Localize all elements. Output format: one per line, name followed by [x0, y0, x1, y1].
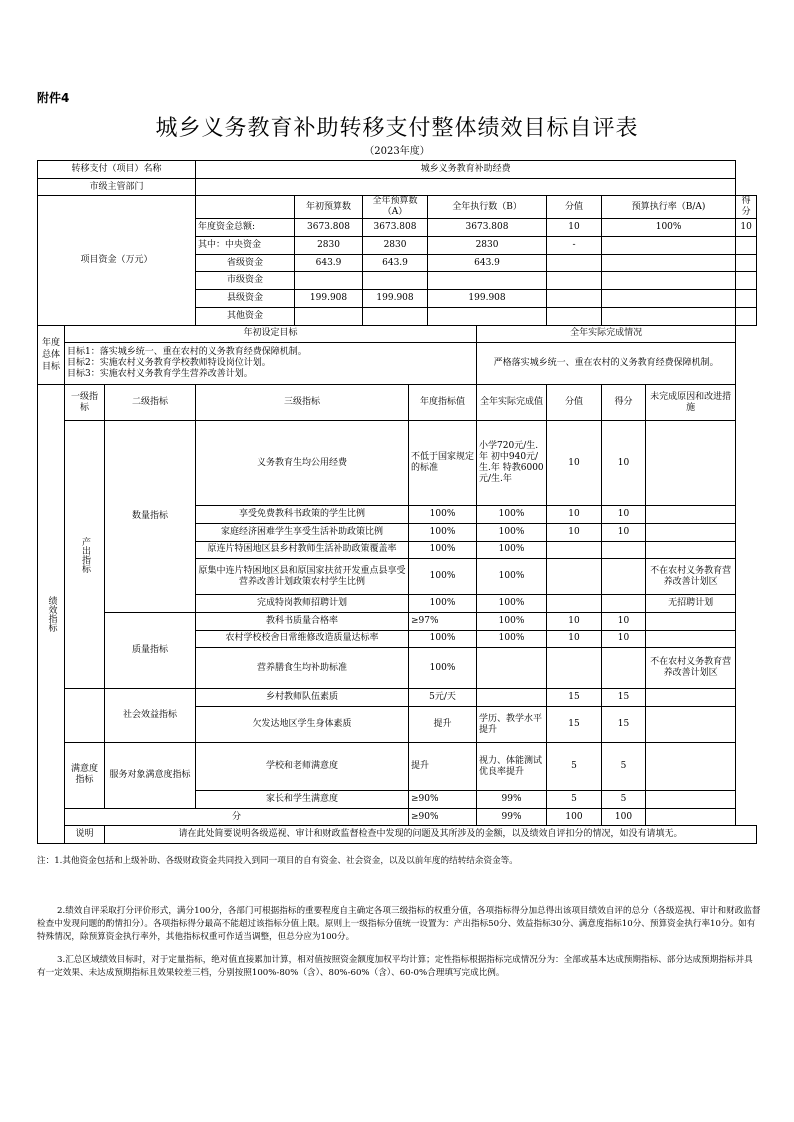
indicator-score: 10: [602, 612, 646, 630]
indicator-name: 学校和老师满意度: [196, 743, 409, 791]
fund-score-value: [547, 290, 602, 308]
funds-label: 项目资金（万元）: [38, 196, 196, 325]
fund-name: 省级资金: [196, 254, 295, 272]
indicator-name: 营养膳食生均补助标准: [196, 648, 409, 689]
indicator-row: [38, 689, 757, 707]
fund-initial: [295, 307, 363, 325]
header-target: 年度指标值: [409, 385, 477, 421]
planned-goal-item: 目标3：实施农村义务教育学生营养改善计划。: [67, 369, 253, 380]
indicator-value: 10: [547, 421, 602, 506]
header-level3: 三级指标: [196, 385, 409, 421]
total-score: 100: [602, 808, 646, 826]
year-subtitle: （2023年度）: [364, 146, 430, 157]
total-value: 100: [547, 808, 602, 826]
indicator-actual: 100%: [477, 523, 547, 541]
fund-initial: [295, 272, 363, 290]
fund-annual: 643.9: [363, 254, 428, 272]
fund-name: 县级资金: [196, 290, 295, 308]
fund-rate: [602, 272, 736, 290]
header-value: 分值: [547, 385, 602, 421]
fund-executed: 643.9: [428, 254, 547, 272]
indicator-name: 教科书质量合格率: [196, 612, 409, 630]
indicator-reason: [646, 506, 736, 524]
indicator-reason: [646, 523, 736, 541]
page-title: 城乡义务教育补助转移支付整体绩效目标自评表: [155, 116, 639, 141]
col-exec-rate: 预算执行率（B/A): [602, 196, 736, 219]
indicator-score: 15: [602, 707, 646, 743]
fund-rate: [602, 254, 736, 272]
indicator-name: 农村学校校舍日常维修改造质量达标率: [196, 630, 409, 648]
indicator-actual: 100%: [477, 506, 547, 524]
level2-quantity: 数量指标: [105, 421, 196, 613]
indicator-reason: 不在农村义务教育营养改善计划区: [646, 559, 736, 595]
indicator-name: 家庭经济困难学生享受生活补助政策比例: [196, 523, 409, 541]
header-level1: 一级指标: [65, 385, 105, 421]
level1-output: 产出指标: [65, 421, 105, 689]
dept-label: 市级主管部门: [38, 178, 196, 196]
fund-score-value: 10: [547, 219, 602, 237]
indicator-name: 乡村教师队伍素质: [196, 689, 409, 707]
fund-name: 市级资金: [196, 272, 295, 290]
indicator-actual: 学历、教学水平提升: [477, 707, 547, 743]
col-score-value: 分值: [547, 196, 602, 219]
col-initial-budget: 年初预算数: [295, 196, 363, 219]
header-actual: 全年实际完成值: [477, 385, 547, 421]
indicator-name: 家长和学生满意度: [196, 791, 409, 809]
fund-executed: [428, 307, 547, 325]
indicator-score: [602, 559, 646, 595]
indicator-reason: [646, 612, 736, 630]
fund-executed: 2830: [428, 237, 547, 255]
indicator-reason: [646, 541, 736, 559]
fund-score: [736, 237, 757, 255]
indicator-reason: [646, 743, 736, 791]
funds-blank-header: [196, 196, 295, 219]
level2-quality: 质量指标: [105, 612, 196, 688]
indicator-actual: 100%: [477, 630, 547, 648]
level2-social: 社会效益指标: [105, 689, 196, 743]
indicator-name: 欠发达地区学生身体素质: [196, 707, 409, 743]
actual-goals: 严格落实城乡统一、重在农村的义务教育经费保障机制。: [477, 343, 736, 385]
total-reason: [646, 808, 736, 826]
indicator-value: 15: [547, 689, 602, 707]
indicator-target: 提升: [409, 707, 477, 743]
actual-goals-header: 全年实际完成情况: [477, 325, 736, 343]
fund-score: [736, 254, 757, 272]
fund-score-value: [547, 254, 602, 272]
fund-rate: 100%: [602, 219, 736, 237]
indicator-score: 15: [602, 689, 646, 707]
indicator-reason: [646, 421, 736, 506]
total-label: 分: [65, 808, 409, 826]
indicator-actual: [477, 689, 547, 707]
note-3: 3.汇总区域绩效目标时，对于定量指标，绝对值直接累加计算，相对值按照资金额度加权平均计算；定性指标根据指标完成情况分为：全部或基本达成预期指标、部分达成预期指标并具有一定效果、未达成预期指标且效果较差三档，分别按照100%-80%（含）、80%-60%（含）、60-0%合理填写完成比例。: [37, 955, 753, 978]
attachment-label: 附件4: [37, 91, 70, 105]
indicator-row: [38, 612, 757, 630]
indicator-actual: 99%: [477, 791, 547, 809]
indicator-reason: [646, 791, 736, 809]
indicator-actual: 100%: [477, 541, 547, 559]
indicators-label: 绩效指标: [38, 385, 65, 844]
col-annual-budget: 全年预算数（A）: [363, 196, 428, 219]
indicator-target: ≥90%: [409, 791, 477, 809]
indicator-score: 10: [602, 523, 646, 541]
indicator-actual: [477, 648, 547, 689]
indicator-actual: 100%: [477, 559, 547, 595]
indicator-actual: 100%: [477, 612, 547, 630]
indicator-actual: 小学720元/生.年 初中940元/生.年 特教6000元/生.年: [477, 421, 547, 506]
indicator-value: 5: [547, 743, 602, 791]
indicator-value: 15: [547, 707, 602, 743]
indicator-name: 原集中连片特困地区县和原国家扶贫开发重点县享受营养改善计划政策农村学生比例: [196, 559, 409, 595]
indicator-score: 5: [602, 743, 646, 791]
fund-score: 10: [736, 219, 757, 237]
fund-name: 其他资金: [196, 307, 295, 325]
fund-annual: 199.908: [363, 290, 428, 308]
fund-score: [736, 272, 757, 290]
indicator-value: [547, 595, 602, 613]
header-score: 得分: [602, 385, 646, 421]
indicator-score: [602, 648, 646, 689]
fund-executed: 199.908: [428, 290, 547, 308]
indicator-target: 5元/天: [409, 689, 477, 707]
level1-effect: [65, 689, 105, 743]
indicator-reason: [646, 707, 736, 743]
col-annual-executed: 全年执行数（B）: [428, 196, 547, 219]
indicator-reason: [646, 630, 736, 648]
indicator-target: 提升: [409, 743, 477, 791]
indicator-score: 10: [602, 506, 646, 524]
col-score: 得分: [736, 196, 757, 219]
indicator-value: [547, 541, 602, 559]
fund-score: [736, 307, 757, 325]
indicator-actual: 视力、体能测试优良率提升: [477, 743, 547, 791]
indicator-score: 10: [602, 421, 646, 506]
indicator-target: 100%: [409, 523, 477, 541]
dept-value: [196, 178, 736, 196]
planned-goal-item: 目标1：落实城乡统一、重在农村的义务教育经费保障机制。: [67, 347, 307, 358]
indicator-reason: 无招聘计划: [646, 595, 736, 613]
fund-rate: [602, 290, 736, 308]
planned-goal-item: 目标2：实施农村义务教育学校教师特设岗位计划。: [67, 358, 271, 369]
indicator-score: [602, 595, 646, 613]
indicator-row: [38, 421, 757, 506]
fund-annual: [363, 272, 428, 290]
header-level2: 二级指标: [105, 385, 196, 421]
indicator-row: [38, 743, 757, 791]
fund-score-value: [547, 307, 602, 325]
fund-rate: [602, 307, 736, 325]
indicator-target: 100%: [409, 506, 477, 524]
fund-initial: 2830: [295, 237, 363, 255]
project-name: 城乡义务教育补助经费: [196, 161, 736, 179]
fund-annual: [363, 307, 428, 325]
indicator-reason: [646, 689, 736, 707]
indicator-target: 100%: [409, 630, 477, 648]
total-actual: 99%: [477, 808, 547, 826]
indicator-score: 5: [602, 791, 646, 809]
fund-annual: 3673.808: [363, 219, 428, 237]
indicator-target: 不低于国家规定的标准: [409, 421, 477, 506]
fund-initial: 199.908: [295, 290, 363, 308]
indicator-name: 原连片特困地区县乡村教师生活补助政策覆盖率: [196, 541, 409, 559]
indicator-score: [602, 541, 646, 559]
fund-score: [736, 290, 757, 308]
planned-goals-header: 年初设定目标: [65, 325, 477, 343]
total-target: ≥90%: [409, 808, 477, 826]
fund-name: 年度资金总额:: [196, 219, 295, 237]
note-2: 2.绩效自评采取打分评价形式，满分100分，各部门可根据指标的重要程度自主确定各项三级指标的权重分值，各项指标得分加总得出该项目绩效自评的总分（各级巡视、审计和财政监督检查中发现问题的酌情扣分）。各项指标得分最高不能超过该指标分值上限。原则上一级指标分值统一设置为：产出指标50分、效益指标30分、满意度指标10分、预算资金执行率10分。如有特殊情况，除预算资金执行率外，其他指标权重可作适当调整，但总分应为100分。: [37, 906, 761, 942]
fund-executed: [428, 272, 547, 290]
indicator-value: 10: [547, 523, 602, 541]
fund-rate: [602, 237, 736, 255]
indicator-value: 10: [547, 630, 602, 648]
indicator-target: 100%: [409, 595, 477, 613]
fund-initial: 3673.808: [295, 219, 363, 237]
fund-annual: 2830: [363, 237, 428, 255]
project-name-label: 转移支付（项目）名称: [38, 161, 196, 179]
explanation-text: 请在此处简要说明各级巡视、审计和财政监督检查中发现的问题及其所涉及的金额，以及绩效自评扣分的情况，如没有请填无。: [105, 826, 757, 844]
fund-executed: 3673.808: [428, 219, 547, 237]
indicator-target: 100%: [409, 648, 477, 689]
fund-initial: 643.9: [295, 254, 363, 272]
header-reason: 未完成原因和改进措施: [646, 385, 736, 421]
indicator-name: 义务教育生均公用经费: [196, 421, 409, 506]
indicator-value: 5: [547, 791, 602, 809]
total-row: [38, 808, 757, 826]
indicator-value: 10: [547, 506, 602, 524]
indicator-value: [547, 648, 602, 689]
indicator-target: 100%: [409, 559, 477, 595]
fund-score-value: [547, 272, 602, 290]
level2-service: 服务对象满意度指标: [105, 743, 196, 809]
indicator-score: 10: [602, 630, 646, 648]
indicator-actual: 100%: [477, 595, 547, 613]
self-evaluation-table: [37, 160, 757, 844]
level1-satisfaction: 满意度指标: [65, 743, 105, 809]
indicator-value: 10: [547, 612, 602, 630]
note-1: 注：1.其他资金包括和上级补助、各级财政资金共同投入到同一项目的自有资金、社会资金，以及以前年度的结转结余资金等。: [37, 856, 518, 866]
explanation-label: 说明: [65, 826, 105, 844]
indicator-target: 100%: [409, 541, 477, 559]
annual-goals-label: 年度总体目标: [38, 325, 65, 385]
indicator-value: [547, 559, 602, 595]
indicator-target: ≥97%: [409, 612, 477, 630]
fund-name: 其中：中央资金: [196, 237, 295, 255]
indicator-name: 完成特岗教师招聘计划: [196, 595, 409, 613]
planned-goals: [65, 343, 477, 385]
indicator-reason: 不在农村义务教育营养改善计划区: [646, 648, 736, 689]
fund-score-value: -: [547, 237, 602, 255]
indicator-name: 享受免费教科书政策的学生比例: [196, 506, 409, 524]
